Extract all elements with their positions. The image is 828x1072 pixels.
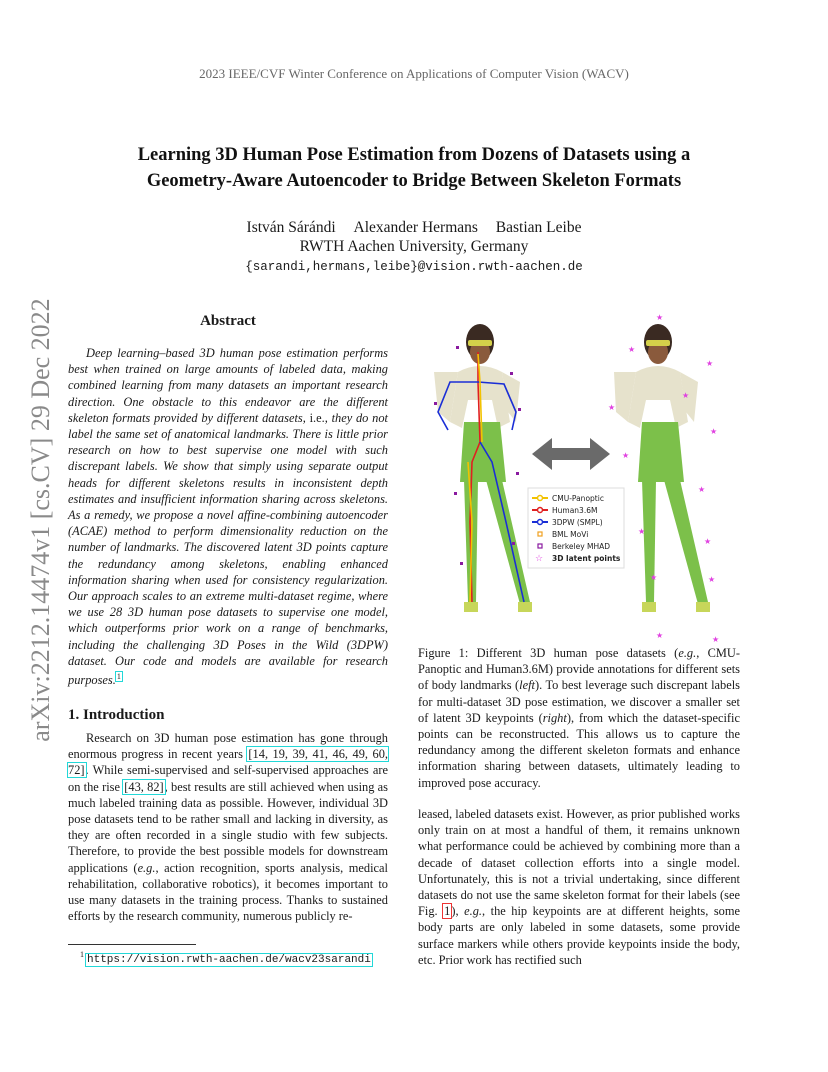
right-text-c: , the hip keypoints are at different heights, some body parts are only labeled in some datasets, some provide surface markers while others provide keypoints inside the body, etc. Prior work has rectified such — [418, 904, 740, 967]
footnote-mark: 1 — [80, 950, 84, 959]
figure-legend — [528, 488, 624, 568]
abstract-ie: i.e. — [309, 410, 325, 425]
caption-text-d: ), from which the dataset-specific points can be reconstructed. This allows us to capture the redundancy among the different skeleton formats and enhance information sharing between datasets, ultimately leading to improved pose accuracy. — [418, 710, 740, 790]
author-2: Alexander Hermans — [353, 219, 478, 236]
arxiv-stamp-text: arXiv:2212.14474v1 [cs.CV] 29 Dec 2022 — [26, 298, 55, 742]
legend-label-human36m: Human3.6M — [552, 506, 598, 515]
caption-text-b: , CMU-Panoptic and Human3.6M) provide annotations for different sets of body landmarks ( — [418, 646, 740, 693]
author-emails: {sarandi,hermans,leibe}@vision.rwth-aachen.de — [245, 260, 583, 274]
figure-1-caption — [418, 645, 740, 791]
introduction-heading: 1. Introduction — [68, 707, 165, 723]
footnote-url-link[interactable]: https://vision.rwth-aachen.de/wacv23sarandi — [87, 953, 371, 966]
svg-text:★: ★ — [628, 345, 636, 354]
intro-eg: e.g. — [137, 860, 156, 875]
footnote-divider — [68, 944, 196, 945]
affiliation: RWTH Aachen University, Germany — [299, 238, 529, 255]
paper-title — [60, 142, 768, 194]
figure-ref-link[interactable]: 1 — [444, 904, 451, 919]
svg-text:★: ★ — [712, 635, 720, 644]
svg-text:★: ★ — [608, 403, 616, 412]
abstract-heading: Abstract — [200, 313, 256, 329]
svg-text:★: ★ — [656, 631, 664, 640]
abstract-text-a: Deep learning–based 3D human pose estimation performs best when trained on large amounts of labeled data, making combined learning from many datasets an important research direction. One obstacle to this endeavor are the different skeleton formats provided by different datasets, — [68, 346, 388, 425]
author-1: István Sárándi — [246, 219, 336, 236]
conference-header: 2023 IEEE/CVF Winter Conference on Applications of Computer Vision (WACV) — [199, 66, 629, 81]
legend-label-latent-points: 3D latent points — [552, 554, 621, 563]
svg-text:☆: ☆ — [535, 554, 544, 564]
abstract-footnote-mark[interactable]: 1 — [116, 672, 121, 682]
double-arrow-icon — [532, 438, 610, 470]
author-list — [0, 219, 828, 237]
svg-text:★: ★ — [698, 485, 706, 494]
intro-text-b: . While semi-supervised and self-supervised approaches are on the rise — [68, 763, 388, 794]
right-text-b: ), — [451, 904, 465, 919]
svg-text:★: ★ — [650, 573, 658, 582]
caption-text-a: Figure 1: Different 3D human pose datasets ( — [418, 646, 679, 660]
caption-eg: e.g. — [678, 646, 697, 660]
svg-text:★: ★ — [706, 359, 714, 368]
author-3: Bastian Leibe — [495, 219, 582, 236]
citation-link-group-1[interactable]: [14, 19, 39, 41, 46, 49, 60, 72] — [68, 747, 388, 778]
caption-text-c: ). To best leverage such discrepant labels for multi-dataset 3D pose estimation, we discover a smaller set of latent 3D keypoints ( — [418, 678, 740, 725]
footnote — [80, 950, 372, 966]
abstract-body — [68, 345, 388, 688]
svg-text:★: ★ — [708, 575, 716, 584]
intro-text-a: Research on 3D human pose estimation has gone through enormous progress in recent years — [68, 731, 388, 762]
introduction-body — [68, 730, 388, 924]
intro-text-d: , action recognition, sports analysis, medical rehabilitation, collaborative robotics), it becomes important to use many datasets in the training process. Thanks to sustained efforts by the research community, numerous publicly re- — [68, 860, 388, 924]
svg-text:★: ★ — [656, 313, 664, 322]
svg-text:★: ★ — [704, 537, 712, 546]
figure-1-illustration — [420, 312, 740, 644]
legend-label-berkeley-mhad: Berkeley MHAD — [552, 542, 611, 551]
title-line-1: Learning 3D Human Pose Estimation from Dozens of Datasets using a — [137, 145, 691, 165]
legend-label-bml-movi: BML MoVi — [552, 530, 589, 539]
svg-text:★: ★ — [638, 527, 646, 536]
legend-label-3dpw: 3DPW (SMPL) — [552, 518, 603, 527]
citation-link-group-2[interactable]: [43, 82] — [124, 779, 164, 794]
abstract-text-b: , they do not label the same set of anatomical landmarks. There is little prior research on how to best supervise one model with such discrepant labels. We show that simply using separate output heads for different skeletons results in inconsistent depth estimates and insufficient information sharing across skeletons. As a remedy, we propose a novel affine-combining autoencoder (ACAE) method to perform dimensionality reduction on the number of landmarks. The discovered latent 3D points capture the redundancy among skeletons, enabling enhanced information sharing when used for consistency regularization. Our approach scales to an extreme multi-dataset regime, where we use 28 3D human pose datasets to supervise one model, which outperforms prior work on a range of benchmarks, including the challenging 3D Poses in the Wild (3DPW) dataset. Our code and models are available for research purposes. — [68, 410, 388, 688]
svg-text:★: ★ — [622, 451, 630, 460]
intro-text-c: , best results are still achieved when using as much labeled training data as possible. However, individual 3D pose datasets tend to be rather small and lacking in diversity, as they are often recorded in a single studio with few subjects. Therefore, to provide the best possible models for downstream applications ( — [68, 779, 388, 875]
right-eg: e.g. — [464, 904, 482, 919]
caption-left: left — [519, 678, 535, 693]
svg-text:★: ★ — [682, 391, 690, 400]
legend-label-cmu-panoptic: CMU-Panoptic — [552, 494, 604, 503]
title-line-2: Geometry-Aware Autoencoder to Bridge Between Skeleton Formats — [146, 171, 682, 191]
right-text-a: leased, labeled datasets exist. However, as prior published works only train on at most a handful of them, it remains unknown what performance could be achieved by combining more than a decade of dataset collection efforts into a single model. Unfortunately, this is not a trivial undertaking, since different datasets do not use the same skeleton format for their labels (see Fig. — [418, 807, 740, 919]
caption-right: right — [542, 710, 567, 725]
right-person-figure — [614, 324, 710, 612]
right-column-body — [418, 806, 740, 968]
svg-text:★: ★ — [710, 427, 718, 436]
